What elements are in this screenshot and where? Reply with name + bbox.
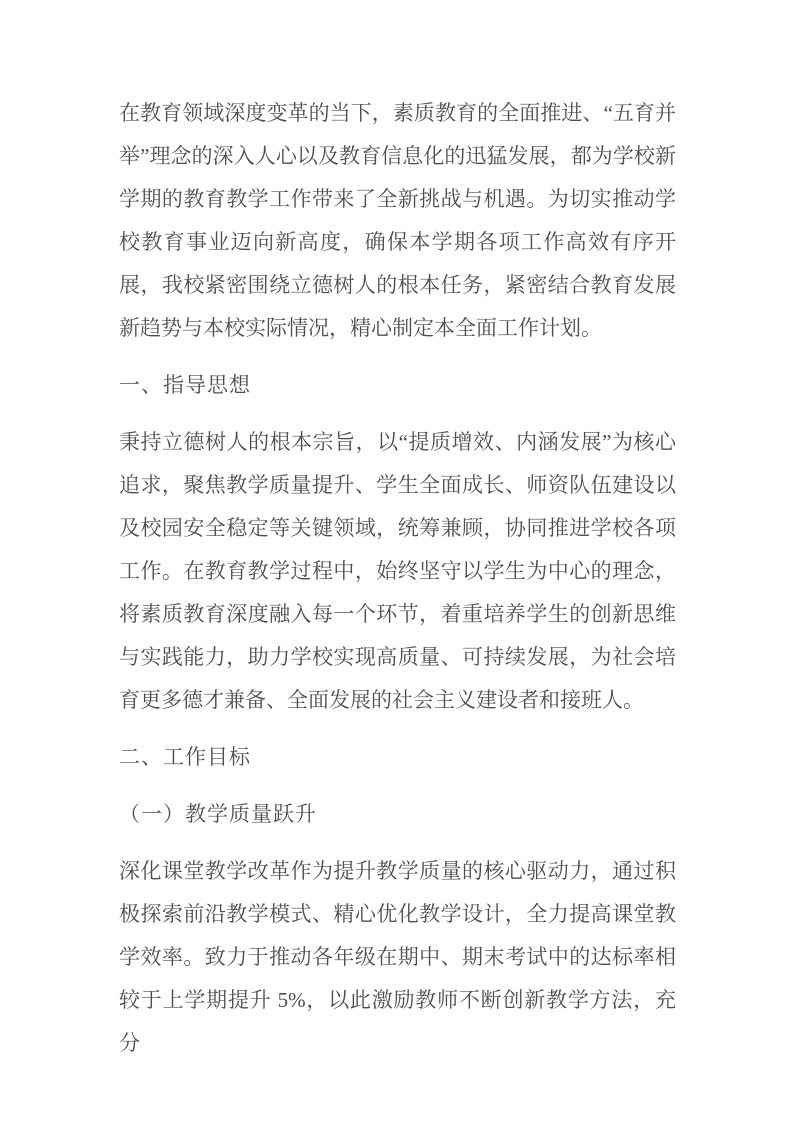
paragraph-teaching-quality: 深化课堂教学改革作为提升教学质量的核心驱动力，通过积极探索前沿教学模式、精心优化教学设计，全力提高课堂教学效率。致力于推动各年级在期中、期末考试中的达标率相较于上学期提升 5%，以此激励教师不断创新教学方法，充分 [119, 859, 676, 1055]
heading-guiding-ideology: 一、指导思想 [119, 373, 251, 397]
subheading-teaching-quality-leap: （一）教学质量跃升 [119, 802, 317, 826]
paragraph-guiding-ideology: 秉持立德树人的根本宗旨，以“提质增效、内涵发展”为核心追求，聚焦教学质量提升、学生全面成长、师资队伍建设以及校园安全稳定等关键领域，统筹兼顾，协同推进学校各项工作。在教育教学过程中，始终坚守以学生为中心的理念，将素质教育深度融入每一个环节，着重培养学生的创新思维与实践能力，助力学校实现高质量、可持续发展，为社会培育更多德才兼备、全面发展的社会主义建设者和接班人。 [119, 430, 676, 712]
heading-work-goals: 二、工作目标 [119, 745, 251, 769]
paragraph-introduction: 在教育领域深度变革的当下，素质教育的全面推进、“五育并举”理念的深入人心以及教育信息化的迅猛发展，都为学校新学期的教育教学工作带来了全新挑战与机遇。为切实推动学校教育事业迈向新高度，确保本学期各项工作高效有序开展，我校紧密围绕立德树人的根本任务，紧密结合教育发展新趋势与本校实际情况，精心制定本全面工作计划。 [119, 101, 676, 340]
